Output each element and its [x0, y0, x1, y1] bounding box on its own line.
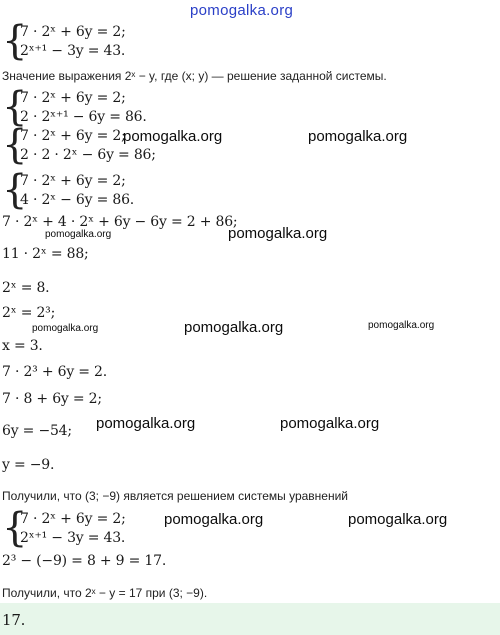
system-brace: {: [2, 505, 28, 551]
step-line: 7 · 8 + 6y = 2;: [2, 391, 102, 407]
result-text: Получили, что (3; −9) является решением системы уравнений: [2, 489, 349, 503]
system4-line1: 7 · 2ˣ + 6y = 2;: [20, 173, 126, 189]
watermark-top: pomogalka.org: [190, 2, 294, 19]
watermark: pomogalka.org: [96, 415, 196, 432]
system5-line2: 2ˣ⁺¹ − 3y = 43.: [20, 530, 126, 546]
watermark: pomogalka.org: [308, 128, 408, 145]
system2-line1: 7 · 2ˣ + 6y = 2;: [20, 90, 126, 106]
answer-value: 17.: [2, 611, 26, 629]
watermark: pomogalka.org: [123, 128, 223, 145]
system1-line1: 7 · 2ˣ + 6y = 2;: [20, 24, 126, 40]
system3-line2: 2 · 2 · 2ˣ − 6y = 86;: [20, 147, 156, 163]
answer-bar: [0, 603, 500, 635]
watermark: pomogalka.org: [348, 511, 448, 528]
step-line: 2ˣ = 2³;: [2, 305, 56, 321]
system-brace: {: [2, 167, 28, 213]
step-line: 7 · 2³ + 6y = 2.: [2, 364, 108, 380]
system2-line2: 2 · 2ˣ⁺¹ − 6y = 86.: [20, 109, 147, 125]
watermark: pomogalka.org: [32, 323, 99, 334]
step-line: x = 3.: [2, 338, 43, 354]
watermark: pomogalka.org: [280, 415, 380, 432]
step-line: 11 · 2ˣ = 88;: [2, 246, 89, 262]
watermark: pomogalka.org: [228, 225, 328, 242]
system5-line1: 7 · 2ˣ + 6y = 2;: [20, 511, 126, 527]
watermark: pomogalka.org: [45, 229, 112, 240]
watermark: pomogalka.org: [368, 320, 435, 331]
watermark: pomogalka.org: [184, 319, 284, 336]
computation-line: 2³ − (−9) = 8 + 9 = 17.: [2, 553, 167, 569]
task-text: Значение выражения 2ˣ − y, где (x; y) — решение заданной системы.: [2, 69, 387, 83]
step-line: 2ˣ = 8.: [2, 280, 50, 296]
system3-line1: 7 · 2ˣ + 6y = 2;: [20, 128, 126, 144]
watermark: pomogalka.org: [164, 511, 264, 528]
system4-line2: 4 · 2ˣ − 6y = 86.: [20, 192, 135, 208]
step-line: 7 · 2ˣ + 4 · 2ˣ + 6y − 6y = 2 + 86;: [2, 214, 238, 230]
conclusion-text: Получили, что 2ˣ − y = 17 при (3; −9).: [2, 586, 208, 600]
system-brace: {: [2, 18, 28, 64]
step-line: 6y = −54;: [2, 423, 72, 439]
system1-line2: 2ˣ⁺¹ − 3y = 43.: [20, 43, 126, 59]
step-line: y = −9.: [2, 457, 55, 473]
system-brace: {: [2, 84, 28, 130]
system-brace: {: [2, 122, 28, 168]
